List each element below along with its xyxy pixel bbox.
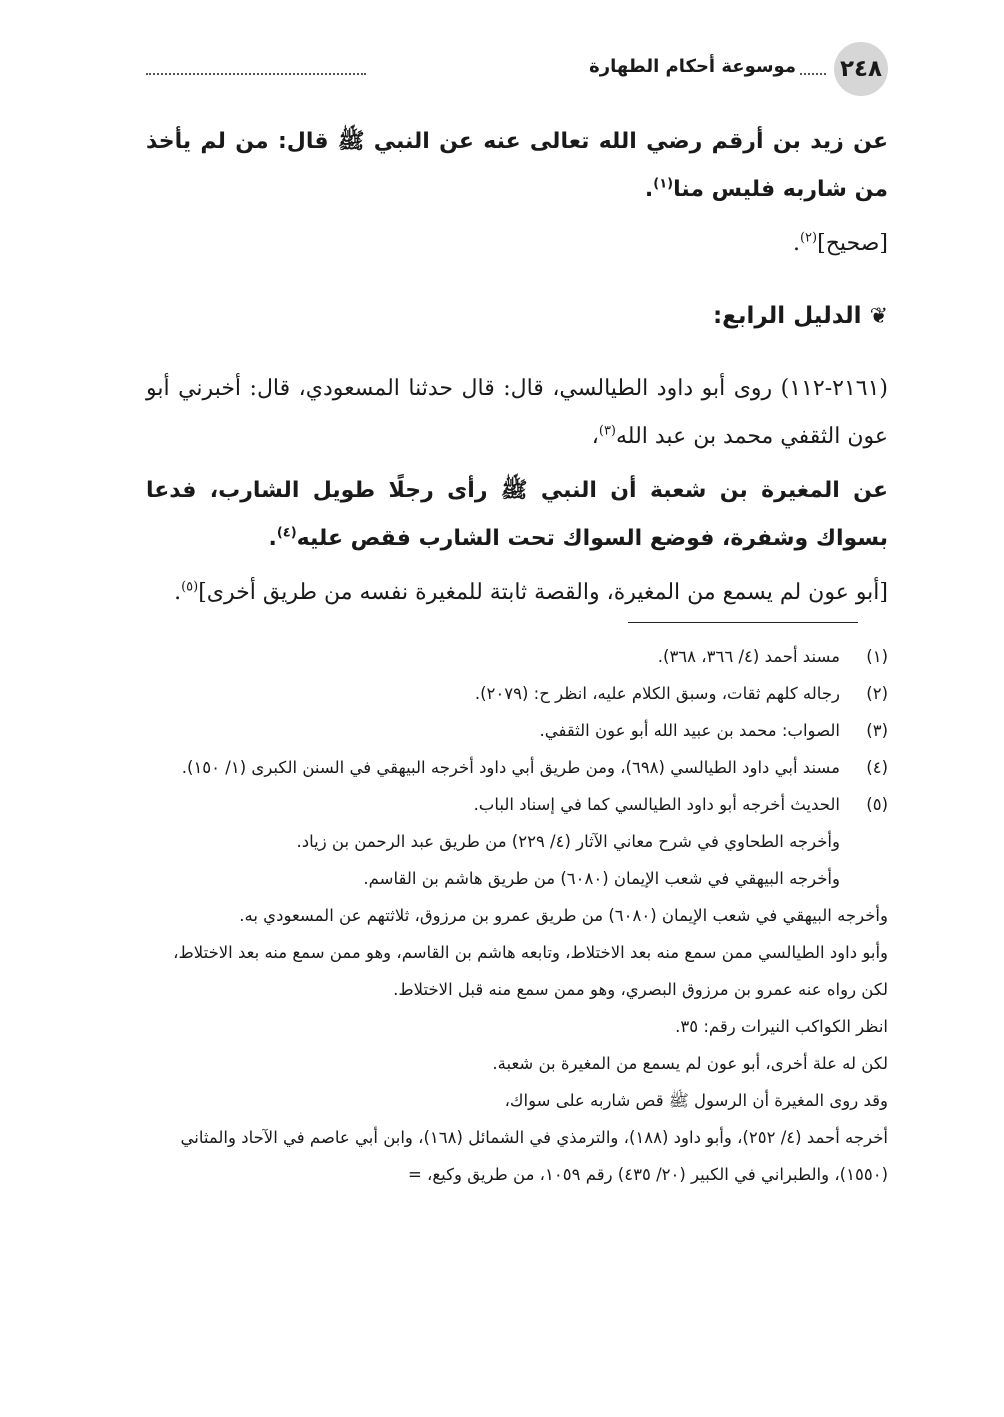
- footnote-5: (٥) الحديث أخرجه أبو داود الطيالسي كما في إسناد الباب.: [473, 795, 888, 814]
- main-text: [146, 118, 888, 617]
- running-title: موسوعة أحكام الطهارة: [589, 56, 796, 77]
- isnad-paragraph: (٢١٦١-١١٢) روى أبو داود الطيالسي، قال: قال حدثنا المسعودي، قال: أخبرني أبو عون الثقفي محمد بن عبد الله$^{(٣)}$،: [146, 376, 888, 449]
- footnote-ref: (١): [653, 176, 674, 192]
- footnote-5-continuation: وأخرجه الطحاوي في شرح معاني الآثار (٤/ ٢٢٩) من طريق عبد الرحمن بن زياد. وأخرجه البيهقي في شعب الإيمان (٦٠٨٠) من طريق هاشم بن القاسم. وأخرجه البيهقي في شعب الإيمان (٦٠٨٠) من طريق عمرو بن مرزوق، ثلاثتهم عن المسعودي به. وأبو داود الطيالسي ممن سمع منه بعد الاختلاط، وتابعه هاشم بن القاسم، وهو ممن سمع منه بعد الاختلاط، لكن رواه عنه عمرو بن مرزوق البصري، وهو ممن سمع منه قبل الاختلاط. انظر الكواكب النيرات رقم: ٣٥. لكن له علة أخرى، أبو عون لم يسمع من المغيرة بن شعبة. وقد روى المغيرة أن الرسول ﷺ قص شاربه على سواك، أخرجه أحمد (٤/ ٢٥٢)، وأبو داود (١٨٨)، والترمذي في الشمائل (١٦٨)، وابن أبي عاصم في الآحاد والمثاني (١٥٥٠)، والطبراني في الكبير (٢٠/ ٤٣٥) رقم ١٠٥٩، من طريق وكيع، =: [173, 832, 888, 1184]
- grade-2: [أبو عون لم يسمع من المغيرة، والقصة ثابتة للمغيرة نفسه من طريق أخرى]$^{(٥)}$.: [174, 579, 888, 605]
- footnotes: [146, 638, 888, 1193]
- header-dots-right: [800, 73, 826, 75]
- footnote-1: (١) مسند أحمد (٤/ ٣٦٦، ٣٦٨).: [657, 647, 888, 666]
- footnote-ref: (٥): [181, 579, 199, 595]
- footnote-ref: (٢): [799, 230, 818, 246]
- footnote-ref: (٤): [276, 525, 297, 541]
- footnote-2: (٢) رجاله كلهم ثقات، وسبق الكلام عليه، انظر ح: (٢٠٧٩).: [474, 684, 888, 703]
- section-heading: ❦الدليل الرابع:: [712, 303, 888, 329]
- footnote-separator: [628, 622, 858, 623]
- page-number: ٢٤٨: [834, 42, 888, 96]
- leaf-ornament-icon: ❦: [869, 304, 888, 329]
- page-header: [146, 42, 888, 98]
- hadith-paragraph-2: عن المغيرة بن شعبة أن النبي ﷺ رأى رجلًا طويل الشارب، فدعا بسواك وشفرة، فوضع السواك تحت الشارب فقص عليه$^{(٤)}$.: [146, 478, 888, 551]
- footnote-3: (٣) الصواب: محمد بن عبيد الله أبو عون الثقفي.: [539, 721, 888, 740]
- footnote-4: (٤) مسند أبي داود الطيالسي (٦٩٨)، ومن طريق أبي داود أخرجه البيهقي في السنن الكبرى (١/ ١٥٠).: [181, 758, 888, 777]
- header-dots-left: [146, 73, 366, 75]
- hadith-paragraph-1: عن زيد بن أرقم رضي الله تعالى عنه عن النبي ﷺ قال: من لم يأخذ من شاربه فليس منا$^{(١)}$.: [146, 129, 888, 202]
- grade-1: [صحيح]$^{(٢)}$.: [792, 230, 888, 256]
- footnote-ref: (٣): [598, 423, 616, 439]
